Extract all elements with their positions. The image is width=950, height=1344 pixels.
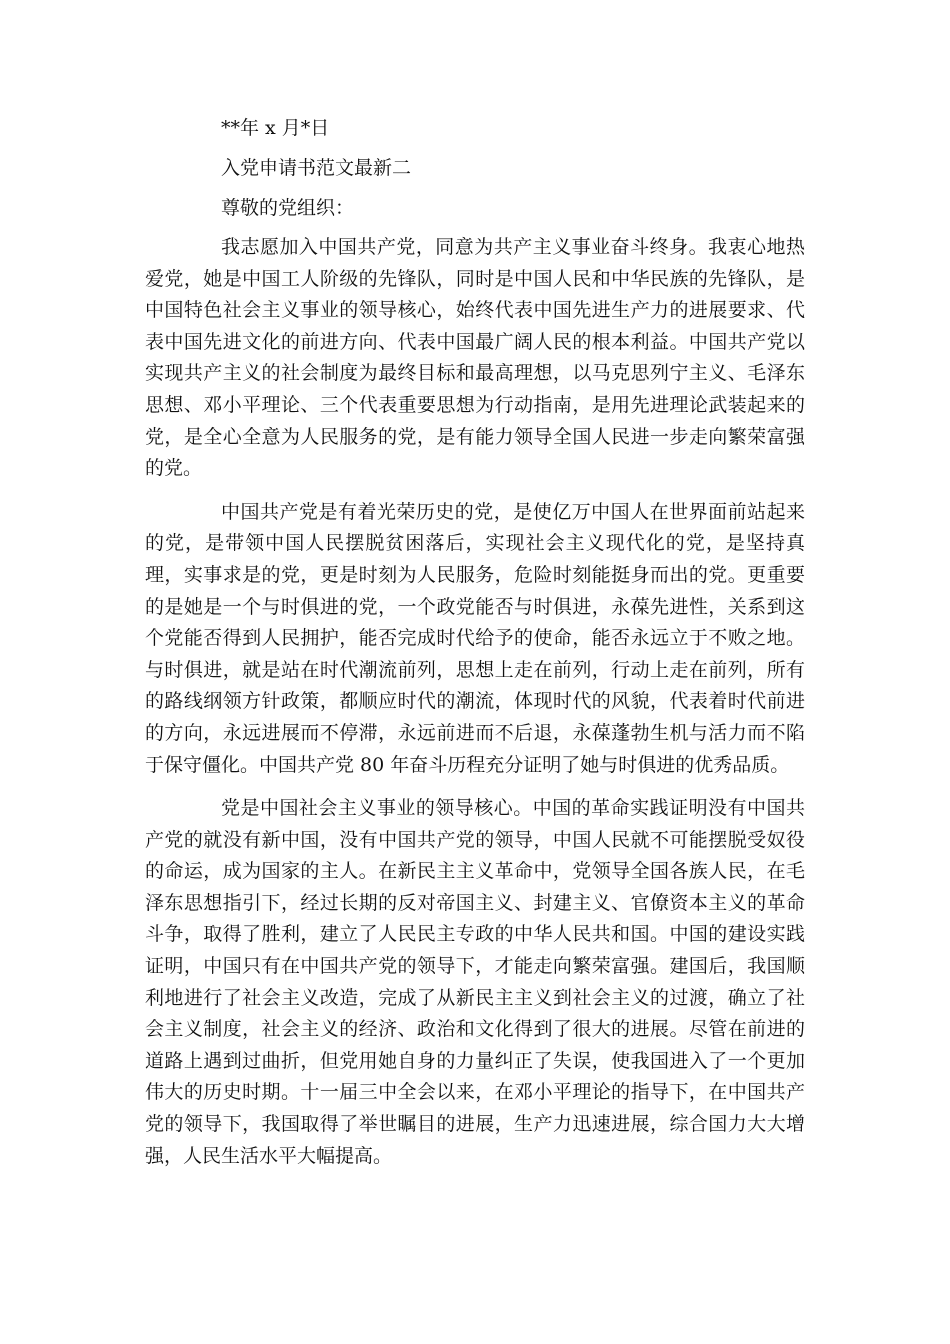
paragraph-1: 我志愿加入中国共产党，同意为共产主义事业奋斗终身。我衷心地热爱党，她是中国工人阶级的先锋队，同时是中国人民和中华民族的先锋队，是中国特色社会主义事业的领导核心，始终代表中国先进生产力的进展要求、代表中国先进文化的前进方向、代表中国最广阔人民的根本利益。中国共产党以实现共产主义的社会制度为最终目标和最高理想，以马克思列宁主义、毛泽东思想、邓小平理论、三个代表重要思想为行动指南，是用先进理论武装起来的党，是全心全意为人民服务的党，是有能力领导全国人民进一步走向繁荣富强的党。 <box>145 236 805 480</box>
date-line: **年 x 月*日 <box>221 117 330 139</box>
document-title: 入党申请书范文最新二 <box>221 157 412 179</box>
salutation: 尊敬的党组织： <box>221 197 355 219</box>
paragraph-3: 党是中国社会主义事业的领导核心。中国的革命实践证明没有中国共产党的就没有新中国，没有中国共产党的领导，中国人民就不可能摆脱受奴役的命运，成为国家的主人。在新民主主义革命中，党领导全国各族人民，在毛泽东思想指引下，经过长期的反对帝国主义、封建主义、官僚资本主义的革命斗争，取得了胜利，建立了人民民主专政的中华人民共和国。中国的建设实践证明，中国只有在中国共产党的领导下，才能走向繁荣富强。建国后，我国顺利地进行了社会主义改造，完成了从新民主主义到社会主义的过渡，确立了社会主义制度，社会主义的经济、政治和文化得到了很大的进展。尽管在前进的道路上遇到过曲折，但党用她自身的力量纠正了失误，使我国进入了一个更加伟大的历史时期。十一届三中全会以来，在邓小平理论的指导下，在中国共产党的领导下，我国取得了举世瞩目的进展，生产力迅速进展，综合国力大大增强，人民生活水平大幅提高。 <box>145 797 805 1167</box>
document-page <box>145 112 805 1184</box>
paragraph-2: 中国共产党是有着光荣历史的党，是使亿万中国人在世界面前站起来的党，是带领中国人民摆脱贫困落后，实现社会主义现代化的党，是坚持真理，实事求是的党，更是时刻为人民服务，危险时刻能挺身而出的党。更重要的是她是一个与时俱进的党，一个政党能否与时俱进，永葆先进性，关系到这个党能否得到人民拥护，能否完成时代给予的使命，能否永远立于不败之地。与时俱进，就是站在时代潮流前列，思想上走在前列，行动上走在前列，所有的路线纲领方针政策，都顺应时代的潮流，体现时代的风貌，代表着时代前进的方向，永远进展而不停滞，永远前进而不后退，永葆蓬勃生机与活力而不陷于保守僵化。中国共产党 80 年奋斗历程充分证明了她与时俱进的优秀品质。 <box>145 500 805 776</box>
